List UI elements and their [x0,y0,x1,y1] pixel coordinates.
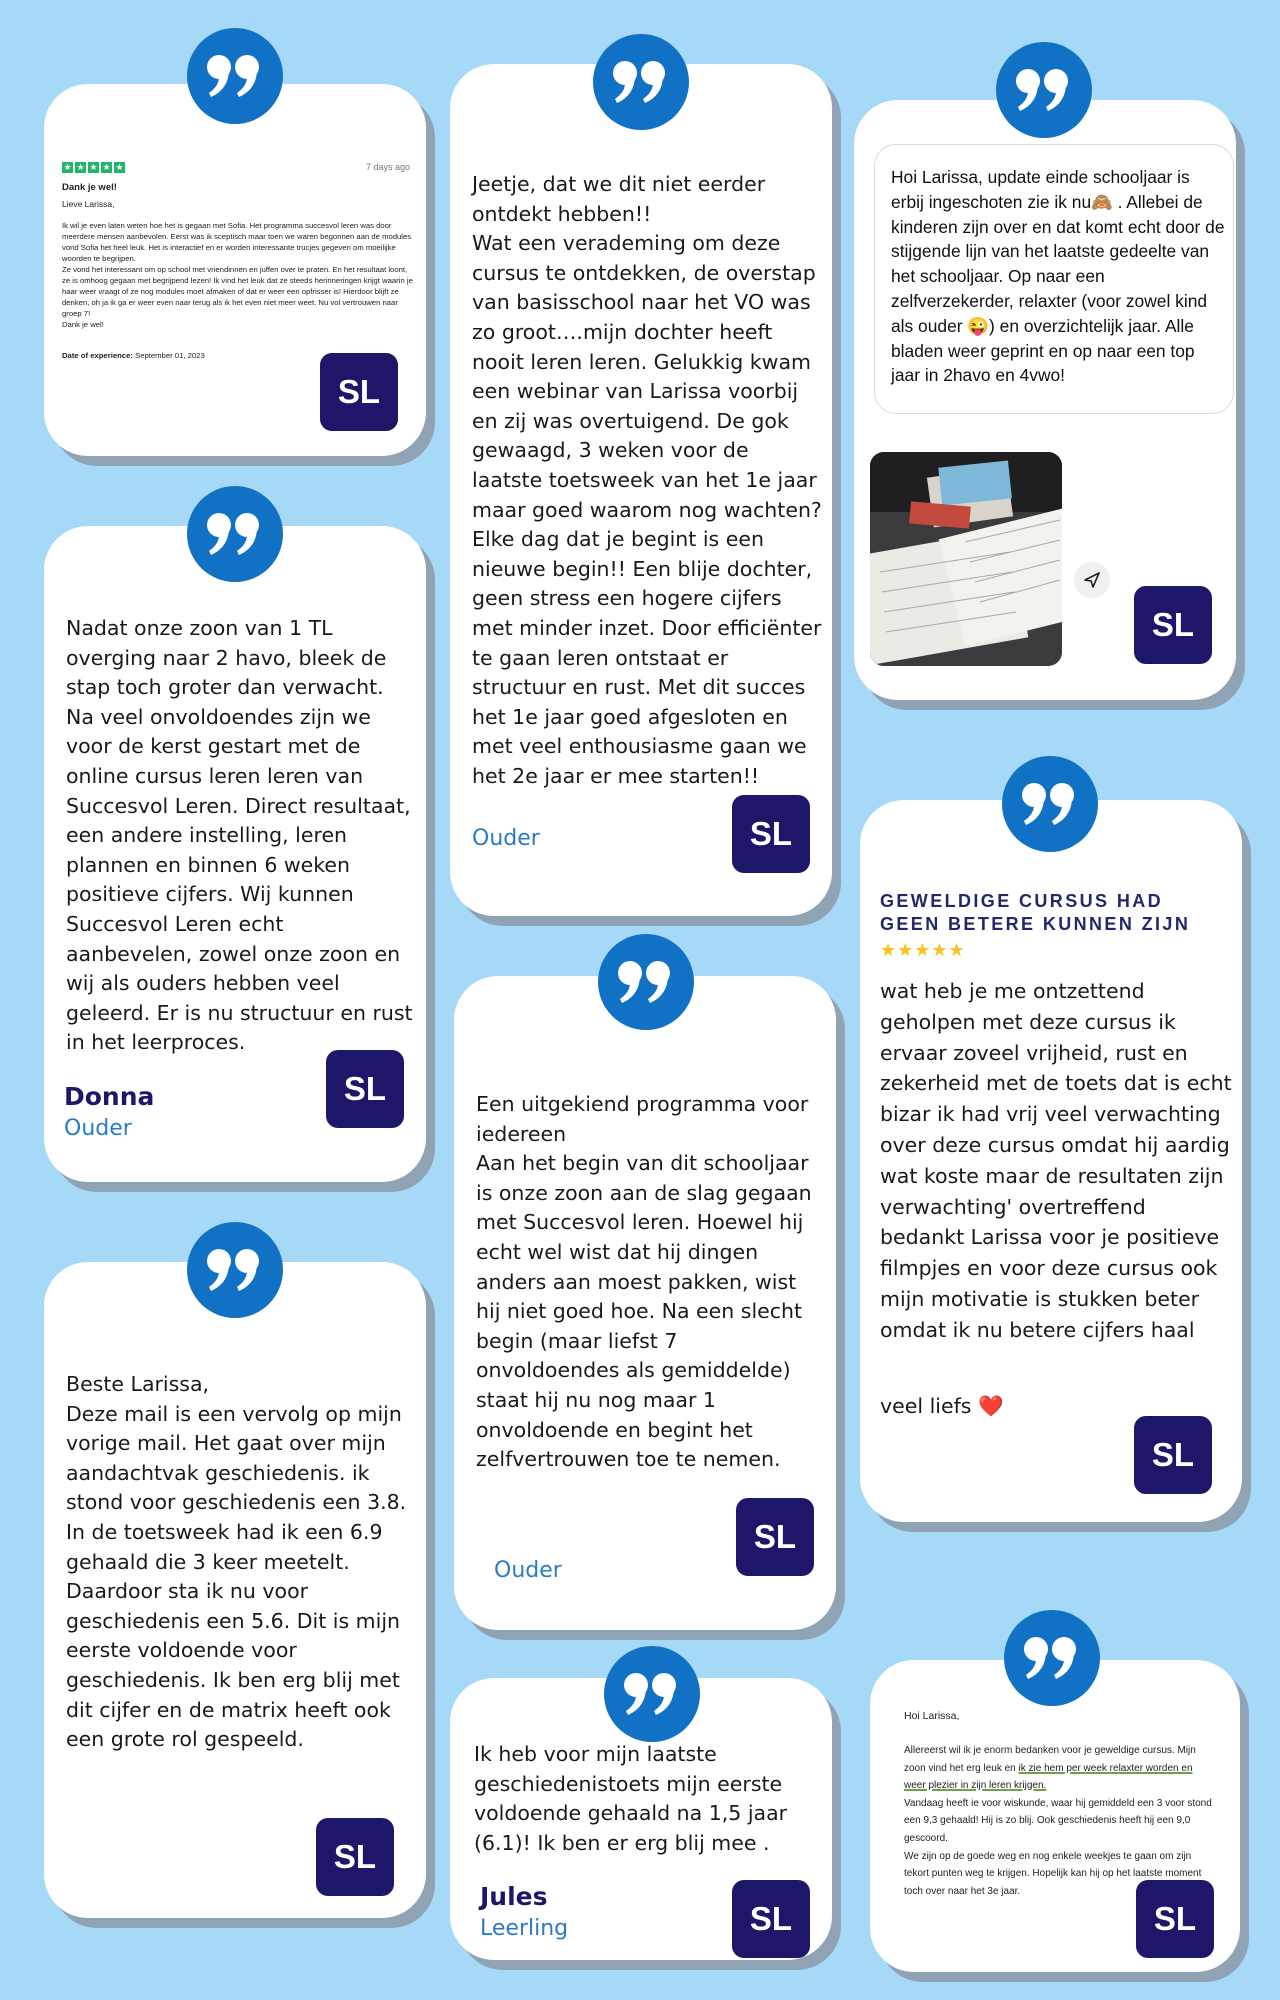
quote-icon [604,1646,700,1742]
sl-logo-badge: SL [1134,586,1212,664]
review-card-dochter [450,64,832,916]
email-body: Allereerst wil ik je enorm bedanken voor je geweldige cursus. Mijn zoon vind het erg leuk en ik zie hem per week relaxter worden en weer plezier in zijn leren krijgen. Vandaag heeft ie voor wiskunde, waar hij gemiddeld een 3 voor stond een 9,3 gehaald! Hij is zo blij. Ook geschiedenis heeft hij een 9,0 gescoord. We zijn op de goede weg en nog enkele weekjes te gaan om zijn tekort punten weg te krijgen. Hopelijk kan hij op het laatste moment toch over naar het 3e jaar. [904,1745,1212,1897]
photo-workbooks [870,452,1062,666]
sl-logo-badge: SL [732,795,810,873]
quote-icon [593,34,689,130]
review-greeting: Lieve Larissa, [62,199,115,209]
review-date: 7 days ago [365,162,410,172]
reviewer-name: Donna [64,1082,155,1111]
sl-logo-badge: SL [1136,1880,1214,1958]
review-text: Nadat onze zoon van 1 TL overging naar 2 havo, bleek de stap toch groter dan verwacht. Na veel onvoldoendes zijn we voor de kerst gestart met de online cursus leren leren van Succesvol Leren. Direct resultaat, een andere instelling, leren plannen en binnen 6 weken positieve cijfers. Wij kunnen Succesvol Leren echt aanbevelen, zowel onze zoon en wij als ouders hebben veel geleerd. Er is nu structuur en rust in het leerproces. [66,616,413,1055]
review-title: Dank je wel! [62,182,117,193]
reviewer-name: Jules [480,1882,548,1911]
send-icon[interactable] [1074,562,1110,598]
sl-logo-badge: SL [736,1498,814,1576]
sl-logo-badge: SL [326,1050,404,1128]
review-text: Een uitgekiend programma voor iedereen Aan het begin van dit schooljaar is onze zoon aan de slag gegaan met Succesvol leren. Hoewel hij echt wel wist dat hij dingen anders aan moest pakken, wist hij niet goed hoe. Na een slecht begin (maar liefst 7 onvoldoendes als gemiddelde) staat hij nu nog maar 1 onvoldoende en begint het zelfvertrouwen toe te nemen. [476,1092,812,1472]
email-greeting: Hoi Larissa, [904,1710,960,1722]
five-stars-icon: ★★★★★ [880,940,966,961]
review-heading: GEWELDIGE CURSUS HAD GEEN BETERE KUNNEN ZIJN [880,891,1191,934]
chat-message-bubble [874,144,1234,414]
review-body: Ik wil je even laten weten hoe het is gegaan met Sofia. Het programma succesvol leren was door meerdere mensen aanbevolen. Eerst was ik sceptisch maar toen we waren begonnen aan de modules vond Sofia het heel leuk. Het is interactief en er worden interessante trucjes gegeven om moeilijke woorden te begrijpen. Ze vond het interessant om op school met vriendinnen en juffen over te praten. En het resultaat loont, ze is omhoog gegaan met begrijpend lezen! Ik vind het leuk dat ze steeds herinneringen krijgt waarin je haar weer vraagt of ze nog modules moet afmaken of dat er weer een opfrisser is! Hierdoor blijft ze denken, oh ja ik ga er weer even naar terug als ik het even niet meer weet. Nu vol vertrouwen naar groep 7! Dank je wel! [62,221,413,329]
quote-icon [996,42,1092,138]
reviewer-role: Leerling [480,1916,569,1941]
quote-icon [1004,1610,1100,1706]
review-text: Beste Larissa, Deze mail is een vervolg op mijn vorige mail. Het gaat over mijn aandachtvak geschiedenis. ik stond voor geschiedenis een 3.8. In de toetsweek had ik een 6.9 gehaald die 3 keer meetelt. Daardoor sta ik nu voor geschiedenis een 5.6. Dit is mijn eerste voldoende voor geschiedenis. Ik ben erg blij met dit cijfer en de matrix heeft ook een grote rol gespeeld. [66,1372,407,1752]
sl-logo-badge: SL [732,1880,810,1958]
red-heart-icon: ❤️ [978,1393,1004,1418]
reviewer-role: Ouder [494,1558,562,1583]
review-closing: veel liefs ❤️ [880,1393,1004,1418]
quote-icon [1002,756,1098,852]
quote-icon [598,934,694,1030]
reviewer-role: Ouder [472,826,540,851]
review-card-geweldige-cursus [860,800,1242,1522]
five-stars-icon: ★ ★ ★ ★ ★ [63,162,124,172]
chat-message-text: Hoi Larissa, update einde schooljaar is erbij ingeschoten zie ik nu🙈 . Allebei de kinderen zijn over en dat komt echt door de stijgende lijn van het laatste gedeelte van het schooljaar. Op naar een zelfverzekerder, relaxter (voor zowel kind als ouder 😜) en overzichtelijk jaar. Alle bladen weer geprint en op naar een top jaar in 2havo en 4vwo! [891,167,1225,386]
quote-icon [187,486,283,582]
sl-logo-badge: SL [320,353,398,431]
sl-logo-badge: SL [316,1818,394,1896]
date-of-experience: Date of experience: September 01, 2023 [62,351,205,360]
review-text: Ik heb voor mijn laatste geschiedenistoets mijn eerste voldoende gehaald na 1,5 jaar (6.1)! Ik ben er erg blij mee . [474,1742,788,1855]
quote-icon [187,1222,283,1318]
review-text: Jeetje, dat we dit niet eerder ontdekt hebben!! Wat een verademing om deze cursus te ontdekken, de overstap van basisschool naar het VO was zo groot….mijn dochter heeft nooit leren leren. Gelukkig kwam een webinar van Larissa voorbij en zij was overtuigend. De gok gewaagd, 3 weken voor de laatste toetsweek van het 1e jaar maar goed waarom nog wachten? Elke dag dat je begint is een nieuwe begin!! Een blije dochter, geen stress een hogere cijfers met minder inzet. Door efficiënter te gaan leren ontstaat er structuur en rust. Met dit succes het 1e jaar goed afgesloten en met veel enthousiasme gaan we het 2e jaar er mee starten!! [472,172,822,788]
review-text: wat heb je me ontzettend geholpen met deze cursus ik ervaar zoveel vrijheid, rust en zekerheid met de toets dat is echt bizar ik had vrij veel verwachting over deze cursus omdat hij aardig wat koste maar de resultaten zijn verwachting' overtreffend bedankt Larissa voor je positieve filmpjes en voor deze cursus ook mijn motivatie is stukken beter omdat ik nu betere cijfers haal [880,979,1232,1342]
quote-icon [187,28,283,124]
sl-logo-badge: SL [1134,1416,1212,1494]
reviewer-role: Ouder [64,1116,132,1141]
